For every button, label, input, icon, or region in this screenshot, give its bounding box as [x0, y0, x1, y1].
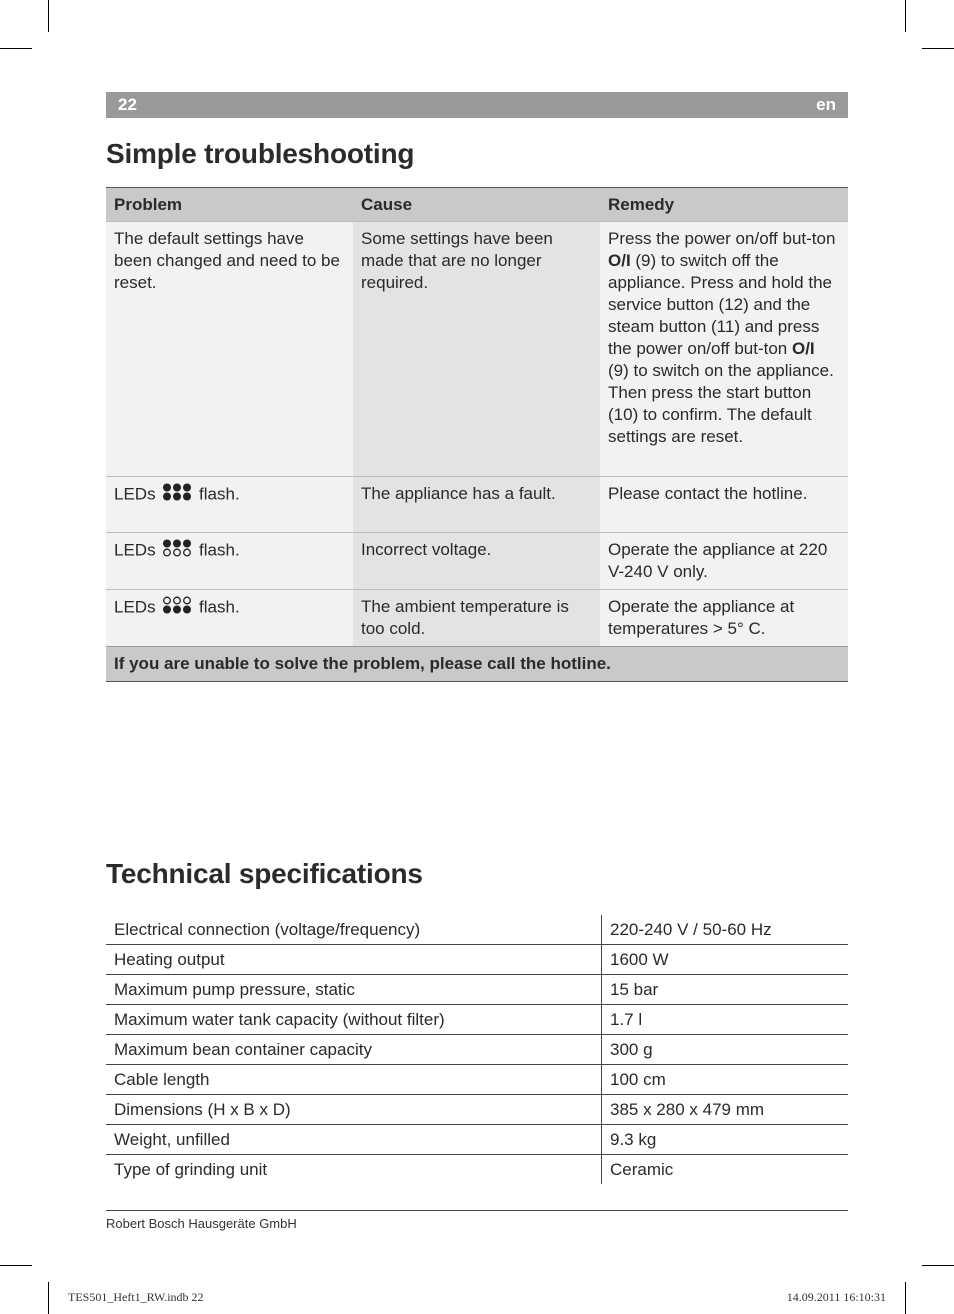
spec-value: 1600 W [602, 945, 849, 975]
remedy-text: Press the power on/off but-ton [608, 229, 836, 248]
spec-value: 100 cm [602, 1065, 849, 1095]
table-row [106, 477, 848, 533]
spec-label: Heating output [106, 945, 602, 975]
led-on-dot [183, 493, 191, 501]
led-on-dot [163, 493, 171, 501]
spec-value: 300 g [602, 1035, 849, 1065]
led-on-dot [183, 540, 191, 548]
spec-label: Weight, unfilled [106, 1125, 602, 1155]
led-off-dot [164, 597, 171, 604]
spec-row [106, 915, 848, 945]
problem-cell [106, 590, 353, 647]
spec-row [106, 1155, 848, 1185]
footer-divider [106, 1210, 848, 1211]
led-pattern-icon [162, 539, 192, 563]
led-off-dot [164, 549, 171, 556]
problem-cell [106, 533, 353, 590]
page-header-bar [106, 92, 848, 118]
remedy-text: (9) to switch on the appliance. Then press the start button (10) to confirm. The default settings are reset. [608, 361, 834, 446]
hotline-note: If you are unable to solve the problem, please call the hotline. [106, 647, 848, 682]
spec-value: 1.7 l [602, 1005, 849, 1035]
spec-value: 9.3 kg [602, 1125, 849, 1155]
spec-value: 15 bar [602, 975, 849, 1005]
power-symbol: O/I [608, 251, 631, 270]
specifications-title: Technical specifications [106, 858, 423, 889]
led-on-dot [163, 484, 171, 492]
crop-mark [922, 1265, 954, 1266]
spec-row [106, 1005, 848, 1035]
led-on-dot [183, 484, 191, 492]
cause-cell: The appliance has a fault. [353, 477, 600, 533]
led-pattern-icon [162, 483, 192, 507]
led-off-dot [184, 597, 191, 604]
column-header-problem: Problem [106, 188, 353, 222]
footer-company: Robert Bosch Hausgeräte GmbH [106, 1216, 297, 1231]
problem-text: flash. [199, 540, 240, 560]
print-slug-date: 14.09.2011 16:10:31 [786, 1290, 886, 1304]
problem-text: LEDs [114, 484, 156, 504]
crop-mark [905, 1282, 906, 1314]
table-header-row [106, 188, 848, 222]
problem-text: flash. [199, 597, 240, 617]
page-number: 22 [118, 95, 137, 114]
led-off-dot [174, 549, 181, 556]
spec-row [106, 1035, 848, 1065]
spec-label: Dimensions (H x B x D) [106, 1095, 602, 1125]
led-off-dot [174, 597, 181, 604]
spec-row [106, 1125, 848, 1155]
problem-text: LEDs [114, 540, 156, 560]
spec-row [106, 1065, 848, 1095]
cause-cell: Incorrect voltage. [353, 533, 600, 590]
table-row [106, 222, 848, 477]
led-on-dot [173, 540, 181, 548]
crop-mark [922, 48, 954, 49]
table-row [106, 590, 848, 647]
spec-label: Cable length [106, 1065, 602, 1095]
problem-cell: The default settings have been changed and need to be reset. [106, 222, 353, 477]
hotline-note-row [106, 647, 848, 682]
table-row [106, 533, 848, 590]
led-pattern-icon [162, 596, 192, 620]
language-code: en [816, 95, 836, 114]
led-on-dot [163, 606, 171, 614]
spec-label: Maximum bean container capacity [106, 1035, 602, 1065]
spec-value: 385 x 280 x 479 mm [602, 1095, 849, 1125]
problem-cell [106, 477, 353, 533]
column-header-cause: Cause [353, 188, 600, 222]
led-off-dot [184, 549, 191, 556]
spec-label: Type of grinding unit [106, 1155, 602, 1185]
spec-value: Ceramic [610, 1159, 674, 1179]
crop-mark [0, 48, 32, 49]
spec-label: Maximum pump pressure, static [106, 975, 602, 1005]
led-on-dot [163, 540, 171, 548]
cause-cell: The ambient temperature is too cold. [353, 590, 600, 647]
problem-text: LEDs [114, 597, 156, 617]
cause-cell: Some settings have been made that are no longer required. [353, 222, 600, 477]
spec-row [106, 945, 848, 975]
print-slug-file: TES501_Heft1_RW.indb 22 [68, 1290, 204, 1304]
crop-mark [48, 1282, 49, 1314]
crop-mark [905, 0, 906, 32]
spec-label: Maximum water tank capacity (without filter) [106, 1005, 602, 1035]
crop-mark [48, 0, 49, 32]
troubleshooting-title: Simple troubleshooting [106, 138, 415, 169]
crop-mark [0, 1265, 32, 1266]
led-on-dot [173, 484, 181, 492]
problem-text: flash. [199, 484, 240, 504]
led-on-dot [173, 606, 181, 614]
power-symbol: O/I [791, 339, 815, 358]
spec-row [106, 1095, 848, 1125]
spec-value: 220-240 V / 50-60 Hz [602, 915, 849, 945]
remedy-cell [600, 222, 848, 477]
specifications-table [106, 915, 848, 1184]
remedy-cell: Operate the appliance at temperatures > 5° C. [600, 590, 848, 647]
led-on-dot [183, 606, 191, 614]
remedy-text: (9) to switch off the appliance. Press and hold the service button (12) and the steam button (11) and press the power on/off but-ton [608, 251, 832, 358]
troubleshooting-table [106, 187, 848, 682]
column-header-remedy: Remedy [600, 188, 848, 222]
remedy-cell: Please contact the hotline. [600, 477, 848, 533]
led-on-dot [173, 493, 181, 501]
spec-row [106, 975, 848, 1005]
remedy-cell: Operate the appliance at 220 V-240 V only. [600, 533, 848, 590]
spec-label: Electrical connection (voltage/frequency) [106, 915, 602, 945]
